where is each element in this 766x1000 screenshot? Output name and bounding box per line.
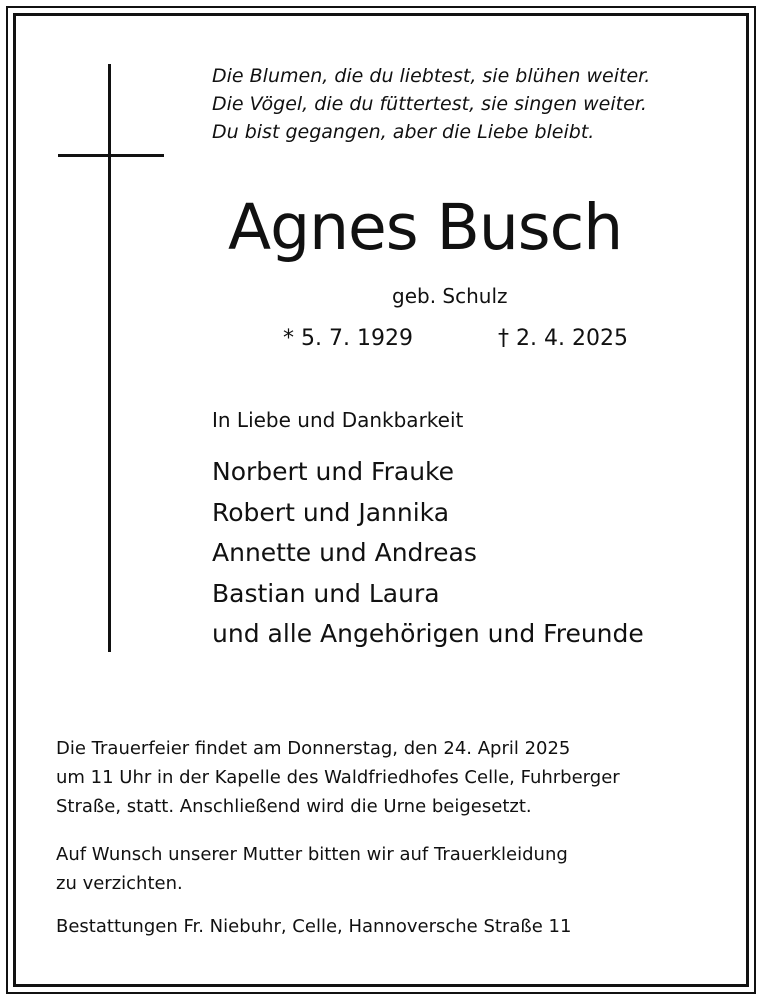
funeral-notice-line: um 11 Uhr in der Kapelle des Waldfriedhofes Celle, Fuhrberger — [56, 767, 620, 788]
mourners-list — [212, 452, 644, 655]
mourner-item: Robert und Jannika — [212, 497, 450, 527]
poem — [212, 62, 732, 146]
maiden-name: geb. Schulz — [392, 284, 508, 308]
cross-icon-vertical-bar — [108, 64, 111, 652]
dedication: In Liebe und Dankbarkeit — [212, 408, 464, 432]
funeral-notice-line: Straße, statt. Anschließend wird die Urne beigesetzt. — [56, 796, 532, 817]
poem-line: Die Blumen, die du liebtest, sie blühen weiter. — [212, 65, 651, 87]
funeral-notice — [56, 734, 736, 821]
undertaker-info: Bestattungen Fr. Niebuhr, Celle, Hannoversche Straße 11 — [56, 916, 572, 937]
dress-request-line: Auf Wunsch unserer Mutter bitten wir auf Trauerkleidung — [56, 844, 568, 865]
mourner-item: Annette und Andreas — [212, 538, 477, 567]
mourner-item: und alle Angehörigen und Freunde — [212, 619, 644, 648]
poem-line: Du bist gegangen, aber die Liebe bleibt. — [212, 121, 595, 143]
cross-icon-horizontal-bar — [58, 154, 164, 157]
deceased-name: Agnes Busch — [228, 191, 623, 264]
mourner-item: Bastian und Laura — [212, 578, 440, 608]
dress-request-line: zu verzichten. — [56, 873, 183, 894]
mourner-item: Norbert und Frauke — [212, 457, 455, 486]
death-date: † 2. 4. 2025 — [498, 326, 628, 351]
funeral-notice-line: Die Trauerfeier findet am Donnerstag, den 24. April 2025 — [56, 738, 571, 759]
birth-date: * 5. 7. 1929 — [283, 326, 413, 351]
poem-line: Die Vögel, die du füttertest, sie singen weiter. — [212, 93, 647, 115]
dress-request — [56, 840, 736, 898]
